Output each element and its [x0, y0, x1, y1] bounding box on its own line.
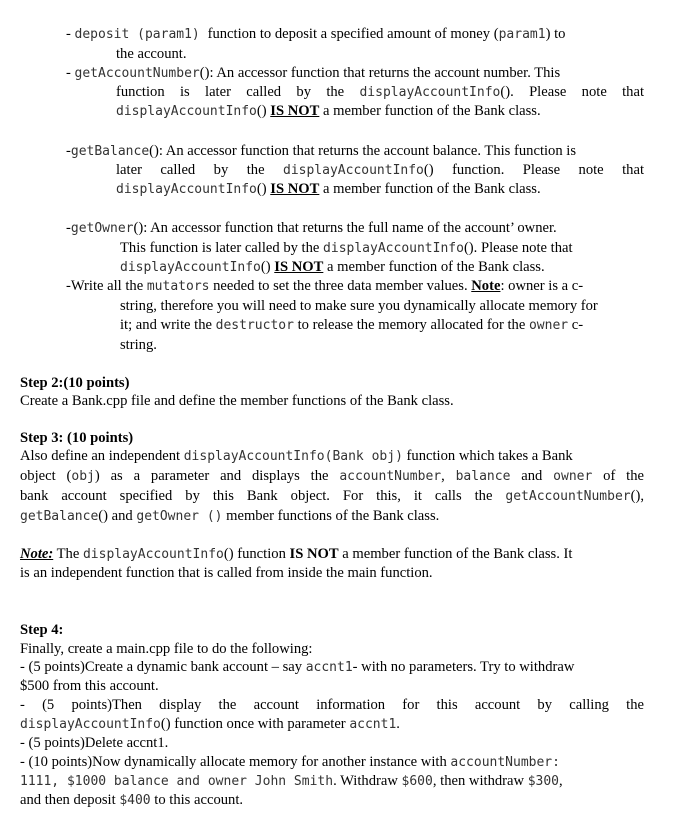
step4-item-4-line-2: 1111, $1000 balance and owner John Smith. Withdraw $600, then withdraw $300, — [20, 773, 563, 789]
step4-item-4-line-1: - (10 points)Now dynamically allocate memory for another instance with accountNumber: — [20, 754, 560, 770]
get-balance-line-2: later called by the displayAccountInfo() function. Please note that — [116, 162, 644, 178]
get-owner-line-1: -getOwner(): An accessor function that returns the full name of the account’ owner. — [66, 220, 557, 236]
step3-line-4: getBalance() and getOwner () member functions of the Bank class. — [20, 508, 440, 524]
mutators-line-3: it; and write the destructor to release the memory allocated for the owner c- — [120, 317, 584, 333]
get-owner-line-3: displayAccountInfo() IS NOT a member function of the Bank class. — [120, 259, 545, 275]
note-label: Note: — [20, 546, 54, 562]
step3-heading: Step 3: (10 points) — [20, 430, 134, 446]
step4-intro: Finally, create a main.cpp file to do the following: — [20, 641, 313, 657]
step4-heading: Step 4: — [20, 622, 64, 638]
step3-line-2: object (obj) as a parameter and displays the accountNumber, balance and owner of the — [20, 468, 644, 484]
step4-item-2-line-2: displayAccountInfo() function once with parameter accnt1. — [20, 716, 400, 732]
step4-item-4-line-3: and then deposit $400 to this account. — [20, 792, 244, 808]
mutators-line-2: string, therefore you will need to make sure you dynamically allocate memory for — [120, 298, 598, 314]
step4-item-3: - (5 points)Delete accnt1. — [20, 735, 169, 751]
get-balance-line-3: displayAccountInfo() IS NOT a member function of the Bank class. — [116, 181, 541, 197]
step4-item-1-line-1: - (5 points)Create a dynamic bank account – say accnt1- with no parameters. Try to withdraw — [20, 659, 575, 675]
deposit-line-2: the account. — [116, 46, 187, 62]
mutators-line-4: string. — [120, 337, 157, 353]
step4-item-1-line-2: $500 from this account. — [20, 678, 159, 694]
mutators-line-1: -Write all the mutators needed to set the three data member values. Note: owner is a c- — [66, 278, 584, 294]
step3-line-3: bank account specified by this Bank object. For this, it calls the getAccountNumber(), — [20, 488, 644, 504]
note-line-1: Note: The displayAccountInfo() function IS NOT a member function of the Bank class. It — [20, 546, 573, 562]
step3-line-1: Also define an independent displayAccountInfo(Bank obj) function which takes a Bank — [20, 448, 573, 464]
get-account-number-line-1: - getAccountNumber(): An accessor function that returns the account number. This — [66, 65, 561, 81]
note-line-2: is an independent function that is called from inside the main function. — [20, 565, 433, 581]
step2-text: Create a Bank.cpp file and define the member functions of the Bank class. — [20, 393, 454, 409]
step2-heading: Step 2:(10 points) — [20, 375, 130, 391]
deposit-line-1: - deposit (param1) function to deposit a specified amount of money (param1) to — [66, 26, 566, 42]
deposit-code: deposit — [74, 27, 130, 42]
get-account-number-line-2: function is later called by the displayAccountInfo(). Please note that — [116, 84, 644, 100]
get-owner-line-2: This function is later called by the displayAccountInfo(). Please note that — [120, 240, 573, 256]
get-balance-line-1: -getBalance(): An accessor function that returns the account balance. This function is — [66, 143, 577, 159]
step4-item-2-line-1: - (5 points)Then display the account information for this account by calling the — [20, 697, 644, 713]
get-account-number-line-3: displayAccountInfo() IS NOT a member function of the Bank class. — [116, 103, 541, 119]
